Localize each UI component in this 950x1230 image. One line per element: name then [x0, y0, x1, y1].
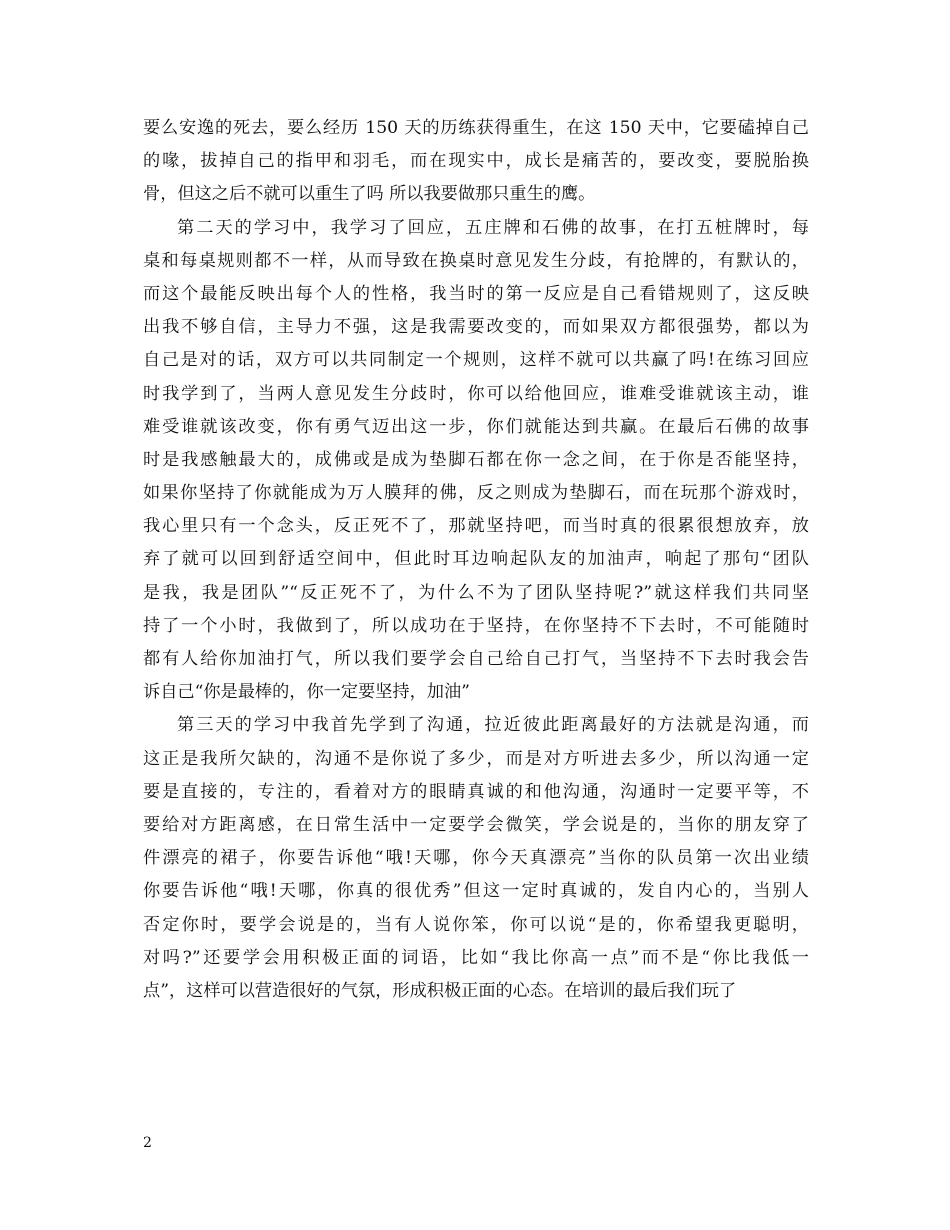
- text-line: 弃了就可以回到舒适空间中，但此时耳边响起队友的加油声，响起了那句“团队: [143, 549, 809, 570]
- text-line: 这正是我所欠缺的，沟通不是你说了多少，而是对方听进去多少，所以沟通一定: [143, 748, 809, 769]
- text-line: 我心里只有一个念头，反正死不了，那就坚持吧，而当时真的很累很想放弃，放: [143, 516, 809, 537]
- text-line: 时我学到了，当两人意见发生分歧时，你可以给他回应，谁难受谁就该主动，谁: [143, 383, 809, 404]
- text-line: 要么安逸的死去，要么经历 150 天的历练获得重生，在这 150 天中，它要磕掉自己: [143, 118, 809, 138]
- text-line: 要是直接的，专注的，看着对方的眼睛真诚的和他沟通，沟通时一定要平等，不: [143, 781, 809, 802]
- text-line: 如果你坚持了你就能成为万人膜拜的佛，反之则成为垫脚石，而在玩那个游戏时，: [143, 483, 809, 504]
- page-number: 2: [143, 1135, 152, 1151]
- text-line: 第二天的学习中，我学习了回应，五庄牌和石佛的故事，在打五桩牌时，每: [177, 217, 809, 238]
- paragraph: [143, 112, 809, 212]
- text-line: 都有人给你加油打气，所以我们要学会自己给自己打气，当坚持不下去时我会告: [143, 649, 809, 669]
- text-line: 要给对方距离感，在日常生活中一定要学会微笑，学会说是的，当你的朋友穿了: [143, 814, 809, 835]
- text-line: 否定你时，要学会说是的，当有人说你笨，你可以说“是的，你希望我更聪明，: [143, 914, 809, 935]
- text-line: 持了一个小时，我做到了，所以成功在于坚持，在你坚持不下去时，不可能随时: [143, 615, 809, 636]
- text-line: 点”，这样可以营造很好的气氛，形成积极正面的心态。在培训的最后我们玩了: [143, 980, 737, 1001]
- text-line: 你要告诉他“哦!天哪，你真的很优秀”但这一定时真诚的，发自内心的，当别人: [143, 881, 809, 902]
- paragraph: [143, 212, 809, 710]
- text-line: 件漂亮的裙子，你要告诉他“哦!天哪，你今天真漂亮”当你的队员第一次出业绩: [143, 848, 809, 869]
- text-line: 对吗?”还要学会用积极正面的词语，比如“我比你高一点”而不是“你比我低一: [143, 947, 809, 968]
- text-line: 骨，但这之后不就可以重生了吗 所以我要做那只重生的鹰。: [143, 184, 596, 205]
- text-line: 的喙，拔掉自己的指甲和羽毛，而在现实中，成长是痛苦的，要改变，要脱胎换: [143, 151, 809, 172]
- body-text: [143, 112, 809, 1008]
- text-line: 出我不够自信，主导力不强，这是我需要改变的，而如果双方都很强势，都以为: [143, 317, 809, 338]
- text-line: 自己是对的话，双方可以共同制定一个规则，这样不就可以共赢了吗!在练习回应: [143, 350, 809, 371]
- text-line: 时是我感触最大的，成佛或是成为垫脚石都在你一念之间，在于你是否能坚持，: [143, 449, 809, 470]
- text-line: 而这个最能反映出每个人的性格，我当时的第一反应是自己看错规则了，这反映: [143, 283, 809, 304]
- paragraph: [143, 709, 809, 1008]
- text-line: 第三天的学习中我首先学到了沟通，拉近彼此距离最好的方法就是沟通，而: [177, 715, 809, 736]
- text-line: 是我，我是团队”“反正死不了，为什么不为了团队坚持呢?”就这样我们共同坚: [143, 582, 809, 603]
- text-line: 诉自己“你是最棒的，你一定要坚持，加油”: [143, 682, 470, 703]
- text-line: 桌和每桌规则都不一样，从而导致在换桌时意见发生分歧，有抢牌的，有默认的，: [143, 250, 809, 271]
- text-line: 难受谁就该改变，你有勇气迈出这一步，你们就能达到共赢。在最后石佛的故事: [143, 416, 809, 437]
